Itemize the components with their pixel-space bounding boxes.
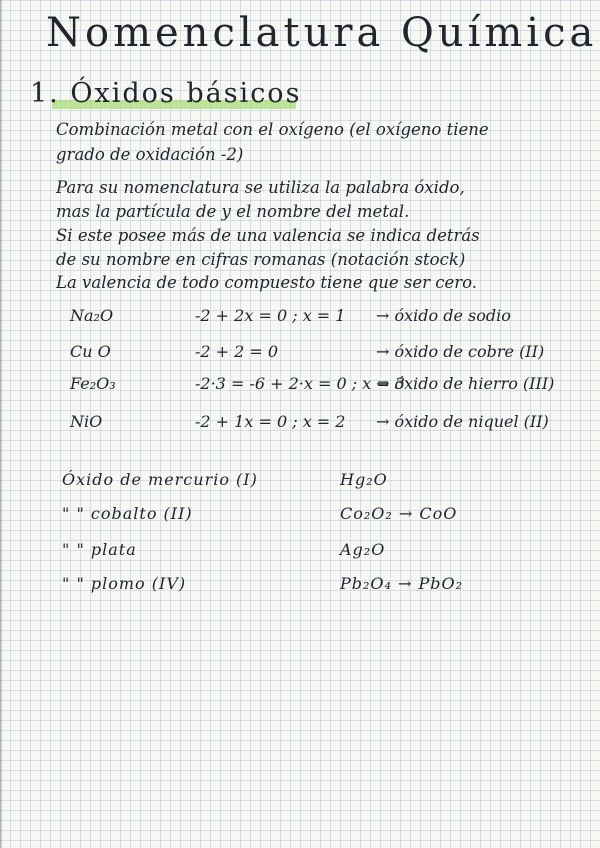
text-line: La valencia de todo compuesto tiene que ser cero. — [56, 273, 478, 292]
page-title: Nomenclatura Química — [46, 10, 598, 56]
text-line: grado de oxidación -2) — [56, 145, 244, 164]
section-title: 1. Óxidos básicos — [30, 78, 302, 109]
example-name: → óxido de niquel (II) — [376, 412, 549, 431]
example-calculation: -2 + 1x = 0 ; x = 2 — [195, 412, 346, 431]
text-line: de su nombre en cifras romanas (notación stock) — [56, 250, 466, 269]
example-calculation: -2 + 2 = 0 — [195, 342, 279, 361]
example-calculation: -2·3 = -6 + 2·x = 0 ; x = 3 — [195, 374, 405, 393]
text-line: Combinación metal con el oxígeno (el oxígeno tiene — [56, 120, 489, 139]
compound-formula: Hg₂O — [340, 470, 388, 489]
example-name: → óxido de hierro (III) — [376, 374, 555, 393]
compound-label: " " cobalto (II) — [62, 504, 193, 523]
compound-formula: Co₂O₂ → CoO — [340, 504, 458, 523]
example-calculation: -2 + 2x = 0 ; x = 1 — [195, 306, 346, 325]
compound-formula: Ag₂O — [340, 540, 386, 559]
text-line: Para su nomenclatura se utiliza la palabra óxido, — [56, 178, 465, 197]
example-name: → óxido de cobre (II) — [376, 342, 545, 361]
example-formula: Cu O — [70, 342, 111, 361]
text-line: Si este posee más de una valencia se indica detrás — [56, 226, 480, 245]
example-formula: NiO — [70, 412, 103, 431]
compound-label: " " plata — [62, 540, 137, 559]
example-formula: Fe₂O₃ — [70, 374, 116, 393]
example-name: → óxido de sodio — [376, 306, 511, 325]
compound-label: Óxido de mercurio (I) — [62, 470, 258, 489]
compound-formula: Pb₂O₄ → PbO₂ — [340, 574, 464, 593]
compound-label: " " plomo (IV) — [62, 574, 187, 593]
example-formula: Na₂O — [70, 306, 114, 325]
text-line: mas la partícula de y el nombre del metal. — [56, 202, 410, 221]
